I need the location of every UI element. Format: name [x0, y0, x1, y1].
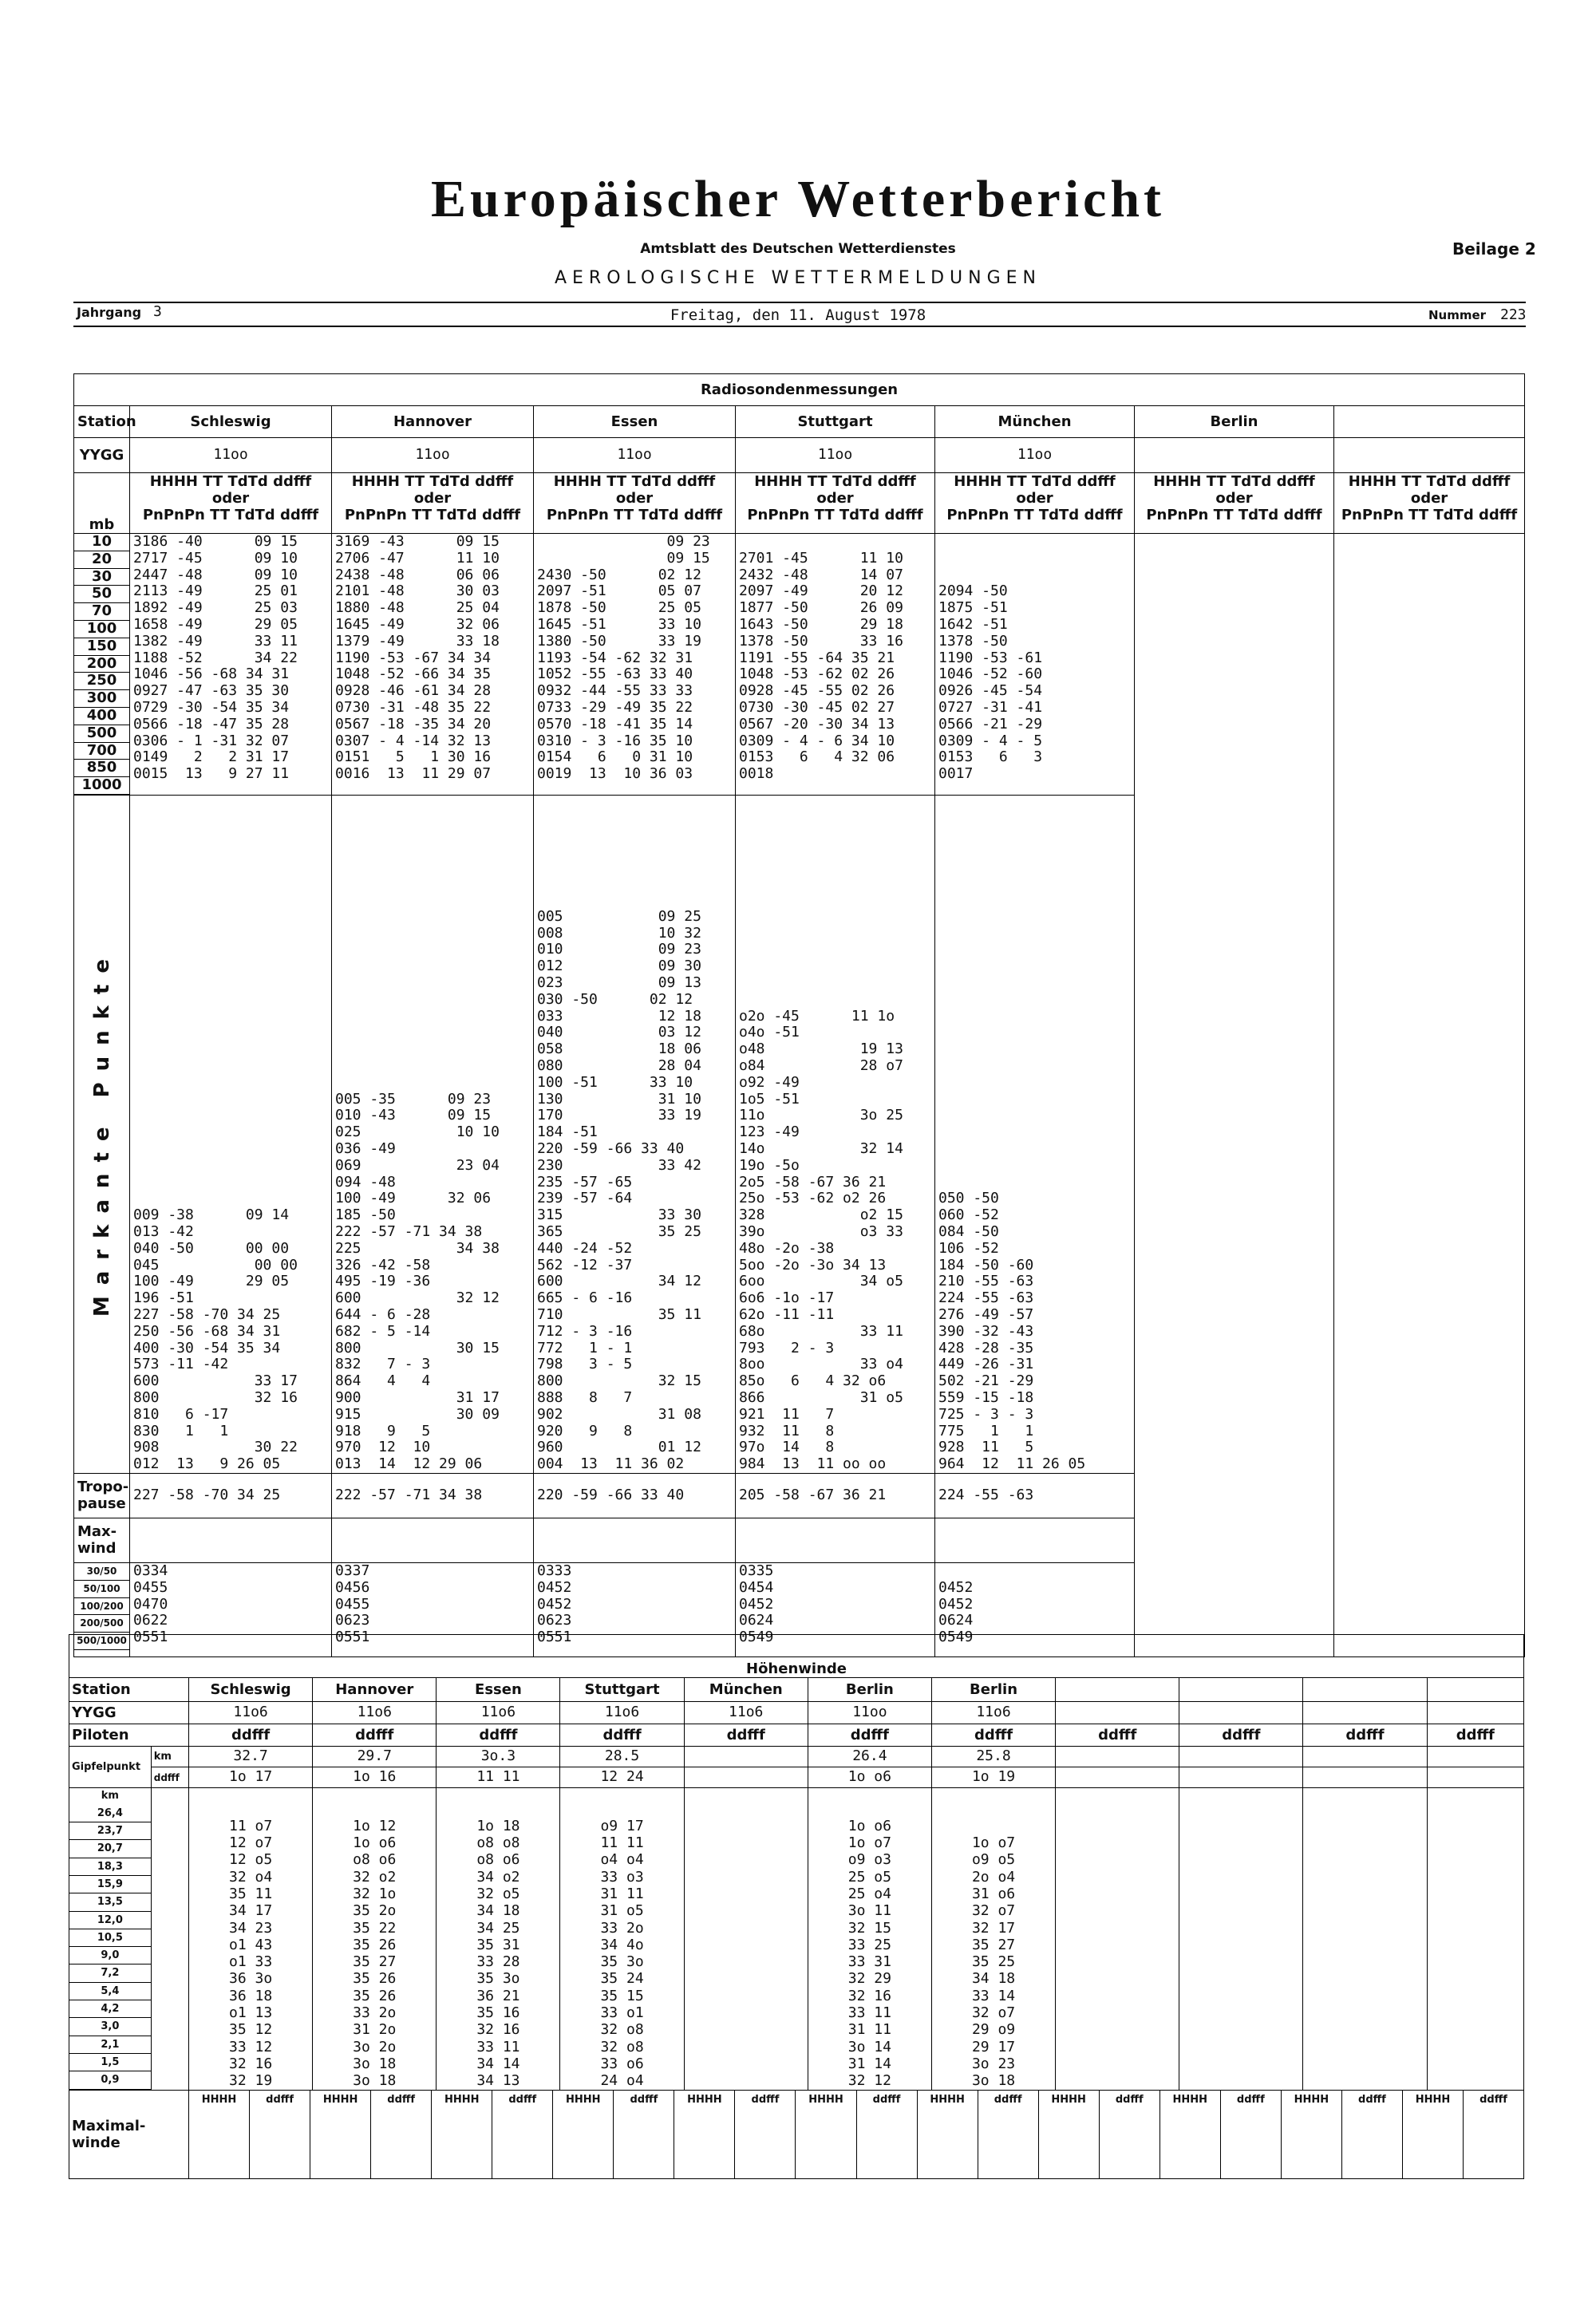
station-muenchen: München: [935, 406, 1135, 438]
col-head-line: oder: [1215, 490, 1253, 507]
column-header: [130, 473, 332, 534]
station-stuttgart: Stuttgart: [736, 406, 935, 438]
ddfff-header: ddfff: [266, 2093, 294, 2106]
hw-empty: [1056, 1747, 1179, 1767]
station-essen: Essen: [534, 406, 736, 438]
radiosonde-table: [73, 373, 1525, 1657]
maximal-winde-station: [796, 2091, 917, 2178]
hw-gipfel-dd: 1o 16: [313, 1767, 437, 1788]
maximal-winde-station: [432, 2091, 553, 2178]
hw-empty: [1303, 1702, 1427, 1724]
ddfff-header: ddfff: [1479, 2093, 1507, 2106]
yygg-empty: [1334, 438, 1525, 473]
hhhh-header: HHHH: [189, 2091, 250, 2178]
extra-blank: [1334, 534, 1525, 1657]
col-head-line: oder: [413, 490, 452, 507]
tropo-value: 220 -59 -66 33 40: [534, 1473, 736, 1518]
hw-values-essen: 1o 18 o8 o8 o8 o6 34 o2 32 o5 34 18 34 25 35 31 33 28 35 3o 36 21 35 16 32 16 33 11 34 14 34 13: [437, 1788, 560, 2091]
hw-km-label: km: [151, 1747, 188, 1767]
column-header: [534, 473, 736, 534]
station-berlin: Berlin: [1135, 406, 1334, 438]
hw-gipfel-km: 26.4: [808, 1747, 931, 1767]
col-head-line: HHHH TT TdTd ddfff: [1153, 473, 1315, 490]
hw-values-berlin: 1o o6 1o o7 o9 o3 25 o5 25 o4 3o 11 32 15 33 25 33 31 32 29 32 16 33 11 31 11 3o 14 31 14 32 12: [808, 1788, 931, 2091]
hw-yygg: 11o6: [189, 1702, 313, 1724]
hw-level: 3,0: [69, 2018, 151, 2036]
hw-gipfel-label: Gipfelpunkt: [69, 1747, 152, 1788]
page-title: Europäischer Wetterbericht: [430, 170, 1166, 228]
hw-yygg: 11o6: [684, 1702, 808, 1724]
hw-gipfel-dd: 1o o6: [808, 1767, 931, 1788]
berlin-blank: [1135, 534, 1334, 1657]
hw-empty: [1056, 1678, 1179, 1702]
mark-essen: 005 09 25 008 10 32 010 09 23 012 09 30 023 09 13 030 -50 02 12 033 12 18 040 03 12 058 18 06 080 28 04 100 -51 33 10 130 31 10 170 33 19 184 -51 220 -59 -66 33 40 230 33 42 235 -57 -65 239 -57 -64 315 33 30 365 35 25 440 -24 -52 562 -12 -37 600 34 12 665 - 6 -16 710 35 11 712 - 3 -16 772 1 - 1 798 3 - 5 800 32 15 888 8 7 902 31 08 920 9 8 960 01 12 004 13 11 36 02: [534, 795, 736, 1473]
hhhh-header: HHHH: [1403, 2091, 1464, 2178]
nummer-label: Nummer: [1428, 308, 1487, 322]
col-head-line: oder: [615, 490, 654, 507]
shear-essen: 0333 0452 0452 0623 0551: [534, 1562, 736, 1656]
hw-dd-label: ddfff: [151, 1767, 188, 1788]
tropo-value: 224 -55 -63: [935, 1473, 1135, 1518]
hhhh-header: HHHH: [674, 2091, 735, 2178]
hw-level: 26,4: [69, 1805, 151, 1822]
hw-yygg: 11oo: [808, 1702, 931, 1724]
hw-level: 5,4: [69, 1983, 151, 2000]
tropo-value: 222 -57 -71 34 38: [332, 1473, 534, 1518]
hw-values-berlin-2: 1o o7 o9 o5 2o o4 31 o6 32 o7 32 17 35 27 35 25 34 18 33 14 32 o7 29 o9 29 17 3o 23 3o 18: [931, 1788, 1055, 2091]
pressure-level: 50: [74, 586, 129, 603]
shear-level: 30/50: [74, 1563, 129, 1581]
hw-level: 10,5: [69, 1929, 151, 1947]
maximal-winde-station: [310, 2091, 432, 2178]
hhhh-header: HHHH: [918, 2091, 978, 2178]
pressure-level: 500: [74, 725, 129, 743]
mb-label: mb: [74, 473, 130, 534]
station-empty: [1334, 406, 1525, 438]
maxwind-cell: [736, 1518, 935, 1562]
maxwind-cell: [130, 1518, 332, 1562]
maximal-winde-row: [189, 2091, 1523, 2178]
beilage: Beilage 2: [1452, 239, 1536, 259]
radiosonde-title: Radiosondenmessungen: [74, 374, 1525, 406]
maxwind-cell: [534, 1518, 736, 1562]
station-label: Station: [74, 406, 130, 438]
shear-level: 50/100: [74, 1581, 129, 1598]
column-header: [1334, 473, 1525, 534]
col-head-line: PnPnPn TT TdTd ddfff: [1341, 507, 1518, 523]
col-head-line: PnPnPn TT TdTd ddfff: [946, 507, 1123, 523]
hw-blank: [151, 1788, 188, 2091]
yygg-label: YYGG: [74, 438, 130, 473]
pressure-level: 20: [74, 551, 129, 569]
hw-empty: [1179, 1747, 1303, 1767]
shear-level: 200/500: [74, 1615, 129, 1633]
hw-empty: [1427, 1767, 1523, 1788]
std-levels-essen: 09 23 09 15 2430 -50 02 12 2097 -51 05 07 1878 -50 25 05 1645 -51 33 10 1380 -50 33 19 1193 -54 -62 32 31 1052 -55 -63 33 40 0932 -44 -55 33 33 0733 -29 -49 35 22 0570 -18 -41 35 14 0310 - 3 -16 35 10 0154 6 0 31 10 0019 13 10 36 03: [534, 534, 736, 796]
pressure-level: 850: [74, 760, 129, 777]
hw-station: Hannover: [313, 1678, 437, 1702]
yygg-value: 11oo: [736, 438, 935, 473]
std-levels-stuttgart: 2701 -45 11 10 2432 -48 14 07 2097 -49 20 12 1877 -50 26 09 1643 -50 29 18 1378 -50 33 16 1191 -55 -64 35 21 1048 -53 -62 02 26 0928 -45 -55 02 26 0730 -30 -45 02 27 0567 -20 -30 34 13 0309 - 4 - 6 34 10 0153 6 4 32 06 0018: [736, 534, 935, 796]
header-rule: [73, 302, 1526, 303]
maximal-winde-station: [674, 2091, 796, 2178]
hw-station: Berlin: [931, 1678, 1055, 1702]
hw-ddfff: ddfff: [1427, 1724, 1523, 1747]
pressure-level: 250: [74, 673, 129, 690]
station-schleswig: Schleswig: [130, 406, 332, 438]
yygg-empty: [1135, 438, 1334, 473]
std-levels-schleswig: 3186 -40 09 15 2717 -45 09 10 2447 -48 09 10 2113 -49 25 01 1892 -49 25 03 1658 -49 29 05 1382 -49 33 11 1188 -52 34 22 1046 -56 -68 34 31 0927 -47 -63 35 30 0729 -30 -54 35 34 0566 -18 -47 35 28 0306 - 1 -31 32 07 0149 2 2 31 17 0015 13 9 27 11: [130, 534, 332, 796]
ddfff-header: ddfff: [630, 2093, 658, 2106]
hhhh-header: HHHH: [310, 2091, 371, 2178]
hw-gipfel-dd: 1o 19: [931, 1767, 1055, 1788]
maxwind-cell: [332, 1518, 534, 1562]
hw-ddfff: ddfff: [1303, 1724, 1427, 1747]
column-header: [736, 473, 935, 534]
hw-maximal-label: Maximal-winde: [69, 2090, 189, 2178]
maximal-winde-station: [1160, 2091, 1282, 2178]
col-head-line: oder: [211, 490, 250, 507]
hw-empty: [1056, 1788, 1179, 2091]
yygg-value: 11oo: [130, 438, 332, 473]
hw-station-label: Station: [69, 1678, 189, 1702]
hw-empty: [1056, 1702, 1179, 1724]
hw-yygg-label: YYGG: [69, 1702, 189, 1724]
subtitle: Amtsblatt des Deutschen Wetterdienstes: [640, 241, 956, 257]
std-levels-hannover: 3169 -43 09 15 2706 -47 11 10 2438 -48 06 06 2101 -48 30 03 1880 -48 25 04 1645 -49 32 06 1379 -49 33 18 1190 -53 -67 34 34 1048 -52 -66 34 35 0928 -46 -61 34 28 0730 -31 -48 35 22 0567 -18 -35 34 20 0307 - 4 -14 32 13 0151 5 1 30 16 0016 13 11 29 07: [332, 534, 534, 796]
hw-level: 15,9: [69, 1876, 151, 1893]
hoehenwinde-table: [69, 1634, 1524, 2179]
hw-gipfel-dd: 12 24: [560, 1767, 684, 1788]
markante-punkte-text: Markante Punkte: [89, 947, 114, 1317]
ddfff-header: ddfff: [872, 2093, 901, 2106]
ddfff-header: ddfff: [751, 2093, 780, 2106]
hw-gipfel-km: [684, 1747, 808, 1767]
shear-muenchen: 0452 0452 0624 0549: [935, 1562, 1135, 1656]
ddfff-header: ddfff: [387, 2093, 416, 2106]
yygg-value: 11oo: [332, 438, 534, 473]
hw-empty: [1427, 1788, 1523, 2091]
hhhh-header: HHHH: [1039, 2091, 1100, 2178]
hw-ddfff: ddfff: [1056, 1724, 1179, 1747]
maximal-winde-station: [1039, 2091, 1160, 2178]
col-head-line: PnPnPn TT TdTd ddfff: [546, 507, 723, 523]
hw-gipfel-km: 29.7: [313, 1747, 437, 1767]
hw-ddfff: ddfff: [1179, 1724, 1303, 1747]
maximal-winde-station: [1403, 2091, 1523, 2178]
hw-ddfff: ddfff: [189, 1724, 313, 1747]
hw-level: 23,7: [69, 1822, 151, 1840]
col-head-line: oder: [1410, 490, 1448, 507]
col-head-line: HHHH TT TdTd ddfff: [553, 473, 716, 490]
hw-empty: [1056, 1767, 1179, 1788]
hw-station: Stuttgart: [560, 1678, 684, 1702]
shear-schleswig: 0334 0455 0470 0622 0551: [130, 1562, 332, 1656]
hw-empty: [1303, 1747, 1427, 1767]
hw-level: 0,9: [69, 2071, 151, 2089]
tropo-value: 227 -58 -70 34 25: [130, 1473, 332, 1518]
hw-level: 18,3: [69, 1858, 151, 1876]
hw-values-hannover: 1o 12 1o o6 o8 o6 32 o2 32 1o 35 2o 35 22 35 26 35 27 35 26 35 26 33 2o 31 2o 3o 2o 3o 18 3o 18: [313, 1788, 437, 2091]
maximal-winde-station: [918, 2091, 1039, 2178]
issue-date: Freitag, den 11. August 1978: [670, 306, 926, 324]
pressure-level: 70: [74, 603, 129, 621]
ddfff-header: ddfff: [994, 2093, 1022, 2106]
shear-stuttgart: 0335 0454 0452 0624 0549: [736, 1562, 935, 1656]
hw-piloten-label: Piloten: [69, 1724, 189, 1747]
col-head-line: HHHH TT TdTd ddfff: [1348, 473, 1511, 490]
hw-gipfel-dd: 1o 17: [189, 1767, 313, 1788]
col-head-line: PnPnPn TT TdTd ddfff: [747, 507, 923, 523]
mark-schleswig: 009 -38 09 14 013 -42 040 -50 00 00 045 00 00 100 -49 29 05 196 -51 227 -58 -70 34 25 250 -56 -68 34 31 400 -30 -54 35 34 573 -11 -42 600 33 17 800 32 16 810 6 -17 830 1 1 908 30 22 012 13 9 26 05: [130, 795, 332, 1473]
pressure-level: 1000: [74, 777, 129, 795]
hw-gipfel-dd: 11 11: [437, 1767, 560, 1788]
maxwind-label: Max-wind: [74, 1518, 130, 1562]
std-levels-muenchen: 2094 -50 1875 -51 1642 -51 1378 -50 1190 -53 -61 1046 -52 -60 0926 -45 -54 0727 -31 -41 0566 -21 -29 0309 - 4 - 5 0153 6 3 0017: [935, 534, 1135, 796]
pressure-level: 200: [74, 656, 129, 673]
hw-levels: [69, 1788, 152, 2091]
hhhh-header: HHHH: [796, 2091, 856, 2178]
hw-gipfel-km: 32.7: [189, 1747, 313, 1767]
hw-level: 7,2: [69, 1964, 151, 1982]
hoehenwinde-title: Höhenwinde: [69, 1635, 1524, 1678]
hw-level: 9,0: [69, 1947, 151, 1964]
yygg-value: 11oo: [935, 438, 1135, 473]
station-hannover: Hannover: [332, 406, 534, 438]
col-head-line: PnPnPn TT TdTd ddfff: [1146, 507, 1322, 523]
markante-punkte-label: [74, 795, 130, 1473]
hw-empty: [1303, 1788, 1427, 2091]
hhhh-header: HHHH: [1160, 2091, 1221, 2178]
shear-level: 500/1000: [74, 1633, 129, 1650]
shear-level: 100/200: [74, 1598, 129, 1616]
mark-stuttgart: o2o -45 11 1o o4o -51 o48 19 13 o84 28 o7 o92 -49 1o5 -51 11o 3o 25 123 -49 14o 32 14 19o -5o 2o5 -58 -67 36 21 25o -53 -62 o2 26 328 o2 15 39o o3 33 48o -2o -38 5oo -2o -3o 34 13 6oo 34 o5 6o6 -1o -17 62o -11 -11 68o 33 11 793 2 - 3 8oo 33 o4 85o 6 4 32 o6 866 31 o5 921 11 7 932 11 8 97o 14 8 984 13 11 oo oo: [736, 795, 935, 1473]
pressure-level: 300: [74, 690, 129, 708]
jahrgang-value: 3: [153, 303, 162, 320]
hw-gipfel-dd: [684, 1767, 808, 1788]
hw-empty: [1427, 1747, 1523, 1767]
hw-level: 2,1: [69, 2036, 151, 2054]
pressure-level: 10: [74, 534, 129, 551]
hw-empty: [1427, 1678, 1523, 1702]
hw-gipfel-km: 3o.3: [437, 1747, 560, 1767]
hw-empty: [1427, 1702, 1523, 1724]
jahrgang-label: Jahrgang: [77, 305, 142, 320]
hhhh-header: HHHH: [1282, 2091, 1342, 2178]
tropo-value: 205 -58 -67 36 21: [736, 1473, 935, 1518]
hw-level-list: [69, 1805, 151, 2090]
column-header: [935, 473, 1135, 534]
maximal-winde-grid: [189, 2090, 1524, 2178]
hhhh-header: HHHH: [432, 2091, 492, 2178]
maxwind-cell: [935, 1518, 1135, 1562]
ddfff-header: ddfff: [508, 2093, 537, 2106]
hw-ddfff: ddfff: [313, 1724, 437, 1747]
pressure-levels: [74, 534, 130, 796]
hw-values-schleswig: 11 o7 12 o7 12 o5 32 o4 35 11 34 17 34 23 o1 43 o1 33 36 3o 36 18 o1 13 35 12 33 12 32 16 32 19: [189, 1788, 313, 2091]
col-head-line: oder: [1016, 490, 1053, 507]
hw-ddfff: ddfff: [437, 1724, 560, 1747]
col-head-line: oder: [816, 490, 854, 507]
col-head-line: PnPnPn TT TdTd ddfff: [142, 507, 319, 523]
hw-km-head: km: [101, 1790, 119, 1802]
shear-hannover: 0337 0456 0455 0623 0551: [332, 1562, 534, 1656]
column-header: [332, 473, 534, 534]
hhhh-header: HHHH: [553, 2091, 614, 2178]
maximal-winde-station: [1282, 2091, 1403, 2178]
col-head-line: HHHH TT TdTd ddfff: [351, 473, 514, 490]
hw-empty: [1303, 1767, 1427, 1788]
hw-empty: [1303, 1678, 1427, 1702]
hw-station: Schleswig: [189, 1678, 313, 1702]
pressure-level: 700: [74, 743, 129, 760]
hw-level: 12,0: [69, 1912, 151, 1929]
hw-gipfel-km: 25.8: [931, 1747, 1055, 1767]
section-heading: AEROLOGISCHE WETTERMELDUNGEN: [554, 268, 1041, 288]
hw-values-stuttgart: o9 17 11 11 o4 o4 33 o3 31 11 31 o5 33 2o 34 4o 35 3o 35 24 35 15 33 o1 32 o8 32 o8 33 o6 24 o4: [560, 1788, 684, 2091]
hw-values-muenchen: [684, 1788, 808, 2091]
col-head-line: HHHH TT TdTd ddfff: [754, 473, 916, 490]
hw-empty: [1179, 1702, 1303, 1724]
tropopause-label: Tropo-pause: [74, 1473, 130, 1518]
hw-empty: [1179, 1678, 1303, 1702]
pressure-level: 30: [74, 569, 129, 586]
hw-level: 20,7: [69, 1840, 151, 1858]
hw-ddfff: ddfff: [808, 1724, 931, 1747]
col-head-line: PnPnPn TT TdTd ddfff: [344, 507, 521, 523]
hw-station: München: [684, 1678, 808, 1702]
hw-empty: [1179, 1767, 1303, 1788]
hw-empty: [1179, 1788, 1303, 2091]
mark-muenchen: 050 -50 060 -52 084 -50 106 -52 184 -50 -60 210 -55 -63 224 -55 -63 276 -49 -57 390 -32 -43 428 -28 -35 449 -26 -31 502 -21 -29 559 -15 -18 725 - 3 - 3 775 1 1 928 11 5 964 12 11 26 05: [935, 795, 1135, 1473]
ddfff-header: ddfff: [1358, 2093, 1386, 2106]
hw-station: Berlin: [808, 1678, 931, 1702]
yygg-value: 11oo: [534, 438, 736, 473]
hw-level: 13,5: [69, 1893, 151, 1911]
ddfff-header: ddfff: [1236, 2093, 1265, 2106]
pressure-level: 400: [74, 708, 129, 725]
hw-station: Essen: [437, 1678, 560, 1702]
column-header: [1135, 473, 1334, 534]
hw-yygg: 11o6: [437, 1702, 560, 1724]
maximal-winde-station: [189, 2091, 310, 2178]
maximal-winde-station: [553, 2091, 674, 2178]
hw-level: 1,5: [69, 2054, 151, 2071]
hw-yygg: 11o6: [313, 1702, 437, 1724]
hw-yygg: 11o6: [560, 1702, 684, 1724]
hw-ddfff: ddfff: [931, 1724, 1055, 1747]
ddfff-header: ddfff: [1115, 2093, 1144, 2106]
header-rule: [73, 326, 1526, 327]
hw-gipfel-km: 28.5: [560, 1747, 684, 1767]
pressure-level: 150: [74, 638, 129, 656]
col-head-line: HHHH TT TdTd ddfff: [149, 473, 312, 490]
mark-hannover: 005 -35 09 23 010 -43 09 15 025 10 10 036 -49 069 23 04 094 -48 100 -49 32 06 185 -50 222 -57 -71 34 38 225 34 38 326 -42 -58 495 -19 -36 600 32 12 644 - 6 -28 682 - 5 -14 800 30 15 832 7 - 3 864 4 4 900 31 17 915 30 09 918 9 5 970 12 10 013 14 12 29 06: [332, 795, 534, 1473]
hw-ddfff: ddfff: [684, 1724, 808, 1747]
nummer-value: 223: [1500, 306, 1527, 323]
hw-yygg: 11o6: [931, 1702, 1055, 1724]
pressure-level: 100: [74, 621, 129, 638]
hw-level: 4,2: [69, 2000, 151, 2018]
hw-ddfff: ddfff: [560, 1724, 684, 1747]
col-head-line: HHHH TT TdTd ddfff: [954, 473, 1116, 490]
